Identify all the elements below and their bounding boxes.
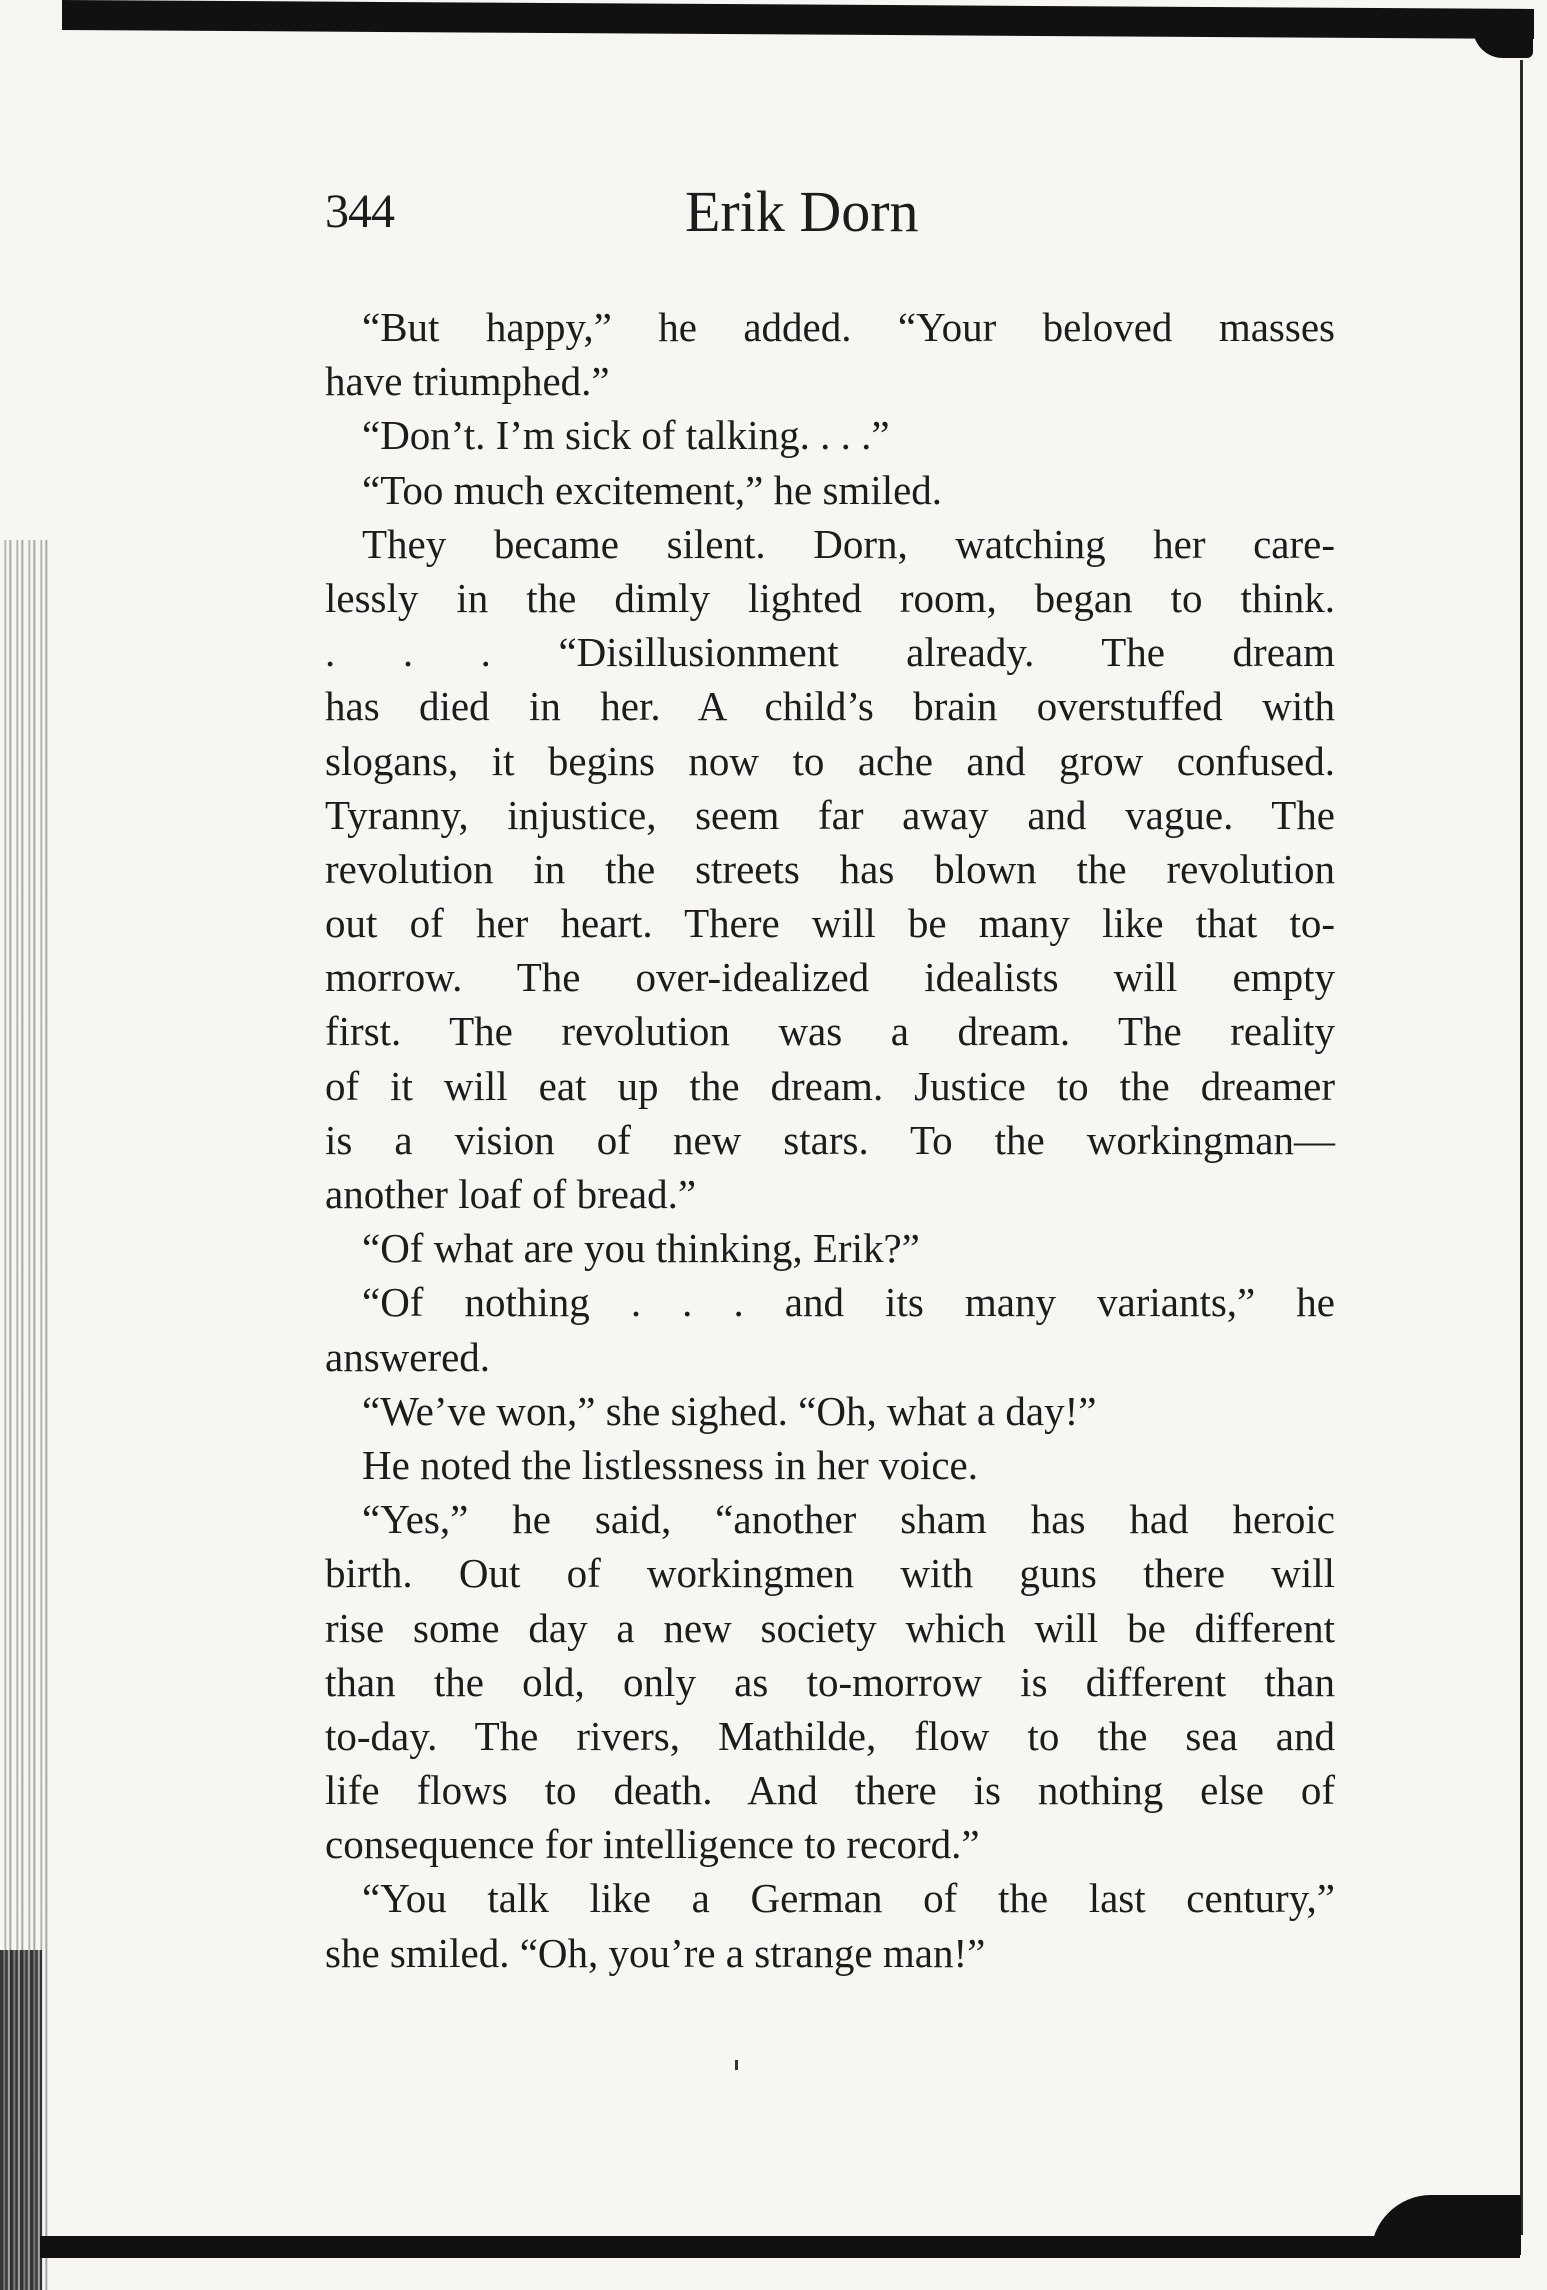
text-line: revolution in the streets has blown the revolution: [325, 845, 1335, 892]
text-line: life flows to death. And there is nothing else of: [325, 1767, 1335, 1814]
running-title: Erik Dorn: [685, 179, 919, 244]
text-line: “You talk like a German of the last century,”: [362, 1875, 1335, 1922]
text-line: she smiled. “Oh, you’re a strange man!”: [325, 1929, 986, 1976]
scan-top-border: [62, 0, 1534, 39]
text-line: “Too much excitement,” he smiled.: [362, 466, 943, 513]
text-line: rise some day a new society which will be different: [325, 1604, 1335, 1651]
scan-binding-dark: [0, 1950, 42, 2290]
text-line: They became silent. Dorn, watching her care-: [362, 520, 1335, 567]
text-line: “We’ve won,” she sighed. “Oh, what a day!”: [362, 1387, 1097, 1434]
text-line: have triumphed.”: [325, 358, 610, 405]
text-line: birth. Out of workingmen with guns there will: [325, 1550, 1335, 1597]
text-line: than the old, only as to-morrow is different than: [325, 1658, 1335, 1705]
text-line: consequence for intelligence to record.”: [325, 1821, 980, 1868]
body-text: [325, 300, 1335, 1980]
text-line: “Yes,” he said, “another sham has had heroic: [362, 1496, 1335, 1543]
ink-speck: [735, 2060, 738, 2070]
text-line: lessly in the dimly lighted room, began to think.: [325, 574, 1335, 621]
text-line: “Of what are you thinking, Erik?”: [362, 1225, 920, 1272]
text-line: He noted the listlessness in her voice.: [362, 1441, 979, 1488]
text-line: out of her heart. There will be many like that to-: [325, 900, 1335, 947]
scan-right-edge: [1520, 60, 1523, 2235]
text-line: answered.: [325, 1333, 491, 1380]
text-line: to-day. The rivers, Mathilde, flow to the sea and: [325, 1712, 1335, 1759]
text-line: first. The revolution was a dream. The reality: [325, 1008, 1335, 1055]
text-line: of it will eat up the dream. Justice to the dreamer: [325, 1062, 1335, 1109]
scan-top-border-corner: [1473, 20, 1533, 58]
text-line: is a vision of new stars. To the workingman—: [325, 1116, 1335, 1163]
text-line: another loaf of bread.”: [325, 1171, 697, 1217]
text-line: has died in her. A child’s brain overstuffed with: [325, 683, 1335, 730]
scan-bottom-border: [40, 2236, 1520, 2258]
text-line: morrow. The over-idealized idealists will empty: [325, 954, 1335, 1001]
text-line: “Of nothing . . . and its many variants,” he: [362, 1279, 1335, 1326]
text-line: Tyranny, injustice, seem far away and vague. The: [325, 791, 1335, 838]
page-header: [325, 178, 1335, 248]
text-line: slogans, it begins now to ache and grow confused.: [325, 737, 1335, 784]
text-line: . . . “Disillusionment already. The dream: [325, 629, 1335, 676]
text-line: “But happy,” he added. “Your beloved masses: [362, 304, 1335, 350]
page-number: 344: [325, 185, 394, 238]
text-line: “Don’t. I’m sick of talking. . . .”: [362, 412, 890, 459]
